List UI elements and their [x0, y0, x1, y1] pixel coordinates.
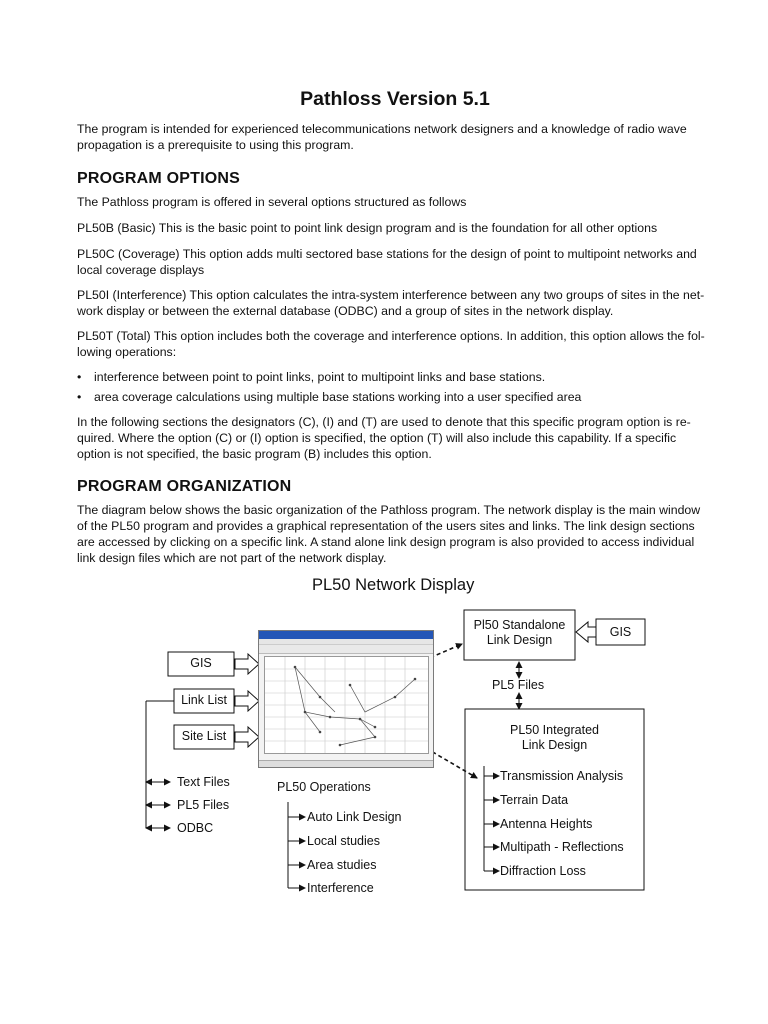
- integrated-item: Terrain Data: [500, 793, 569, 807]
- gis-arrow: [235, 654, 259, 674]
- integrated-item: Antenna Heights: [500, 817, 593, 831]
- thumbnail-map: [264, 656, 429, 754]
- pl5-files-label: PL5 Files: [177, 798, 230, 812]
- intro-paragraph: The program is intended for experienced telecommunications network designers and a knowledge of radio wave propagation is a prerequisite to using this program.: [77, 122, 687, 152]
- thumbnail-statusbar: [259, 760, 433, 767]
- pl50i-paragraph: PL50I (Interference) This option calculates the intra-system interference between any two groups of sites in the net-work display or between the external database (ODBC) and a group of sites in the network display.: [77, 288, 705, 318]
- pl50b-paragraph: PL50B (Basic) This is the basic point to point link design program and is the foundation for all other options: [77, 221, 658, 235]
- gis-label: GIS: [190, 656, 212, 670]
- program-options-heading: PROGRAM OPTIONS: [77, 170, 241, 187]
- pl5-files-center-label: PL5 Files: [492, 678, 545, 692]
- operation-item: Interference: [307, 881, 374, 895]
- site-list-arrow: [235, 727, 259, 747]
- options-lead: The Pathloss program is offered in several options structured as follows: [77, 195, 467, 209]
- odbc-label: ODBC: [177, 821, 214, 835]
- pl50c-paragraph: PL50C (Coverage) This option adds multi sectored base stations for the design of point to multipoint networks and local coverage displays: [77, 247, 697, 277]
- thumbnail-titlebar: [259, 631, 433, 639]
- program-organization-heading: PROGRAM ORGANIZATION: [77, 478, 292, 495]
- designators-paragraph: In the following sections the designators (C), (I) and (T) are used to denote that this specific program option is re-quired. Where the option (C) or (I) option is specified, the option (T) will also include this capability. If a specific option is not specified, the basic program (B) includes this option.: [77, 415, 691, 461]
- operation-item: Area studies: [307, 858, 377, 872]
- standalone-gis-label: GIS: [609, 625, 632, 639]
- integrated-item: Multipath - Reflections: [500, 840, 624, 854]
- operations-title: PL50 Operations: [277, 780, 371, 794]
- diagram-title: PL50 Network Display: [312, 576, 475, 594]
- text-files-label: Text Files: [177, 775, 230, 789]
- link-list-label: Link List: [181, 693, 227, 707]
- thumbnail-toolbar: [259, 645, 433, 654]
- operation-item: Auto Link Design: [307, 810, 402, 824]
- operation-item: Local studies: [307, 834, 380, 848]
- integrated-item: Diffraction Loss: [500, 864, 586, 878]
- page-title: Pathloss Version 5.1: [300, 88, 490, 110]
- organization-paragraph: The diagram below shows the basic organization of the Pathloss program. The network display is the main window of the PL50 program and provides a graphical representation of the users sites and links. The link design sections are accessed by clicking on a specific link. A stand alone link design program is also provided to access individual link design files which are not part of the network display.: [77, 503, 701, 565]
- thumbnail-map-graphic: [265, 657, 428, 753]
- site-list-label: Site List: [181, 729, 227, 743]
- integrated-item: Transmission Analysis: [500, 769, 624, 783]
- network-display-thumbnail: [258, 630, 434, 768]
- standalone-gis-arrow: [576, 622, 596, 642]
- pl50t-paragraph: PL50T (Total) This option includes both the coverage and interference options. In addition, this option allows the fol-lowing operations:: [77, 329, 705, 359]
- standalone-label: Pl50 Standalone Link Design: [473, 618, 566, 647]
- link-list-arrow: [235, 691, 259, 711]
- integrated-title: PL50 Integrated Link Design: [510, 723, 599, 752]
